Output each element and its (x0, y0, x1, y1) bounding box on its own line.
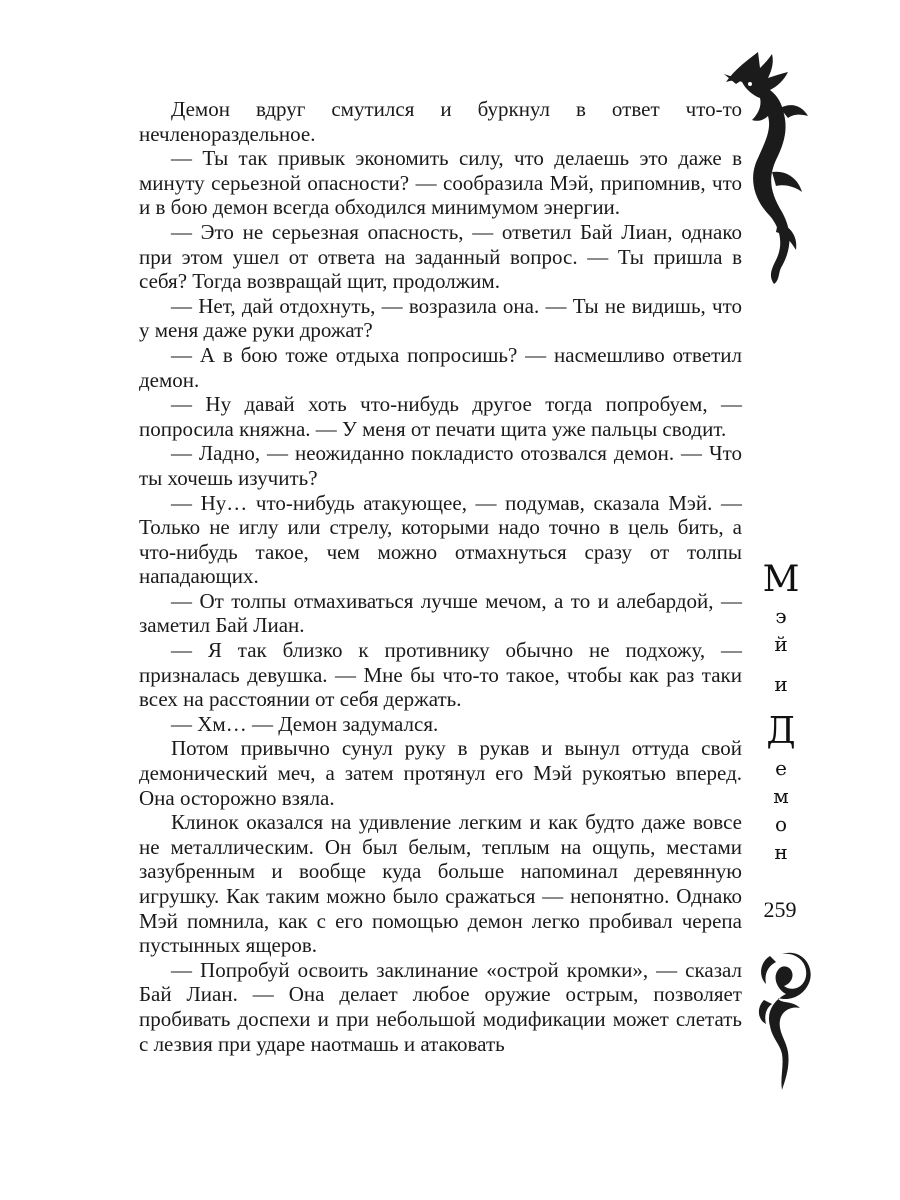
running-title-letter: о (774, 812, 788, 836)
paragraph: — От толпы отмахиваться лучше мечом, а то и алебардой, — заметил Бай Лиан. (139, 588, 742, 638)
running-title-letter: м (773, 784, 789, 808)
paragraph: — Ну… что-нибудь атакующее, — подумав, сказала Мэй. — Только не иглу или стрелу, которыми надо точно в цель бить, а что-нибудь такое, чем можно отмахнуться сразу от толпы нападающих. (139, 490, 742, 589)
body-text (139, 97, 742, 1056)
flourish-ornament-icon (752, 948, 814, 1093)
running-title-letter: Д (766, 711, 796, 752)
paragraph: — Ладно, — неожиданно покладисто отозвался демон. — Что ты хочешь изучить? (139, 441, 742, 490)
paragraph: Потом привычно сунул руку в рукав и вынул оттуда свой демонический меч, а затем протянул его Мэй рукоятью вперед. Она осторожно взяла. (139, 736, 742, 810)
running-title (758, 558, 804, 866)
running-title-letter: и (774, 672, 788, 696)
running-title-letter: е (775, 756, 787, 780)
running-title-letter: й (774, 632, 788, 656)
page-number: 259 (763, 897, 797, 922)
paragraph: — Ты так привык экономить силу, что делаешь это даже в минуту серьезной опасности? — сообразила Мэй, припомнив, что и в бою демон всегда обходился минимумом энергии. (139, 146, 742, 220)
paragraph: — А в бою тоже отдыха попросишь? — насмешливо ответил демон. (139, 342, 742, 392)
running-title-letter: М (762, 559, 800, 600)
paragraph: Демон вдруг смутился и буркнул в ответ что-то нечленораздельное. (139, 97, 742, 146)
paragraph: — Попробуй освоить заклинание «острой кромки», — сказал Бай Лиан. — Она делает любое оружие острым, позволяет пробивать доспехи и при небольшой модификации может слетать с лезвия при ударе наотмашь и атаковать (139, 957, 742, 1056)
paragraph: — Хм… — Демон задумался. (171, 711, 439, 736)
paragraph: Клинок оказался на удивление легким и как будто даже вовсе не металлическим. Он был белым, теплым на ощупь, местами зазубренным и вообще куда больше напоминал деревянную игрушку. Как таким можно было сражаться — непонятно. Однако Мэй помнила, как с его помощью демон легко пробивал черепа пустынных ящеров. (139, 810, 742, 958)
running-title-letter: н (774, 840, 788, 864)
paragraph: — Я так близко к противнику обычно не подхожу, — призналась девушка. — Мне бы что-то такое, чтобы как раз таки всех на расстоянии от себя держать. (139, 638, 742, 712)
running-title-letter: э (775, 604, 787, 628)
paragraph: — Это не серьезная опасность, — ответил Бай Лиан, однако при этом ушел от ответа на заданный вопрос. — Ты пришла в себя? Тогда возвращай щит, продолжим. (139, 219, 742, 294)
paragraph: — Ну давай хоть что-нибудь другое тогда попробуем, — попросила княжна. — У меня от печати щита уже пальцы сводит. (139, 392, 742, 441)
paragraph: — Нет, дай отдохнуть, — возразила она. — Ты не видишь, что у меня даже руки дрожат? (139, 293, 742, 343)
